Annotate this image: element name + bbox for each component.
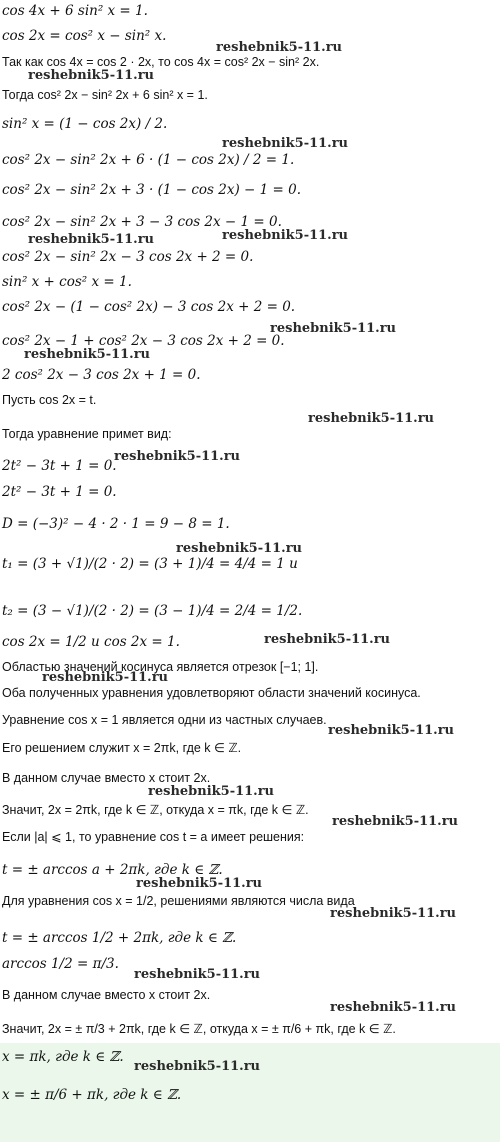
line-20: t₂ = (3 − √1)/(2 · 2) = (3 − 1)/4 = 2/4 = 1/2. xyxy=(2,603,303,619)
line-25: Его решением служит x = 2πk, где k ∈ ℤ. xyxy=(2,741,242,755)
line-34: Значит, 2x = ± π/3 + 2πk, где k ∈ ℤ, откуда x = ± π/6 + πk, где k ∈ ℤ. xyxy=(2,1022,396,1036)
watermark: reshebnik5-11.ru xyxy=(24,347,151,362)
answer-line-1: x = πk, где k ∈ ℤ. xyxy=(2,1049,124,1065)
line-32: arccos 1/2 = π/3. xyxy=(2,956,119,972)
line-6: cos² 2x − sin² 2x + 6 · (1 − cos 2x) / 2 = 1. xyxy=(2,152,295,168)
watermark: reshebnik5-11.ru xyxy=(216,40,343,55)
line-9: cos² 2x − sin² 2x − 3 cos 2x + 2 = 0. xyxy=(2,249,254,265)
line-18: D = (−3)² − 4 · 2 · 1 = 9 − 8 = 1. xyxy=(2,516,230,532)
line-11: cos² 2x − (1 − cos² 2x) − 3 cos 2x + 2 = 0. xyxy=(2,299,296,315)
line-1: cos 4x + 6 sin² x = 1. xyxy=(2,3,148,19)
watermark: reshebnik5-11.ru xyxy=(332,814,459,829)
line-33: В данном случае вместо x стоит 2x. xyxy=(2,988,211,1002)
line-23: Оба полученных уравнения удовлетворяют области значений косинуса. xyxy=(2,686,421,700)
line-4: Тогда cos² 2x − sin² 2x + 6 sin² x = 1. xyxy=(2,88,208,102)
watermark: reshebnik5-11.ru xyxy=(28,232,155,247)
line-17: 2t² − 3t + 1 = 0. xyxy=(2,484,117,500)
line-7: cos² 2x − sin² 2x + 3 · (1 − cos 2x) − 1 = 0. xyxy=(2,182,302,198)
watermark: reshebnik5-11.ru xyxy=(134,967,261,982)
watermark: reshebnik5-11.ru xyxy=(270,321,397,336)
line-15: Тогда уравнение примет вид: xyxy=(2,427,172,441)
line-14: Пусть cos 2x = t. xyxy=(2,393,97,407)
watermark: reshebnik5-11.ru xyxy=(222,136,349,151)
line-29: t = ± arccos a + 2πk, где k ∈ ℤ. xyxy=(2,862,223,878)
watermark: reshebnik5-11.ru xyxy=(308,411,435,426)
watermark: reshebnik5-11.ru xyxy=(222,228,349,243)
watermark: reshebnik5-11.ru xyxy=(134,1059,261,1074)
line-8: cos² 2x − sin² 2x + 3 − 3 cos 2x − 1 = 0. xyxy=(2,214,282,230)
line-2: cos 2x = cos² x − sin² x. xyxy=(2,28,167,44)
line-12: cos² 2x − 1 + cos² 2x − 3 cos 2x + 2 = 0. xyxy=(2,333,285,349)
line-31: t = ± arccos 1/2 + 2πk, где k ∈ ℤ. xyxy=(2,930,237,946)
watermark: reshebnik5-11.ru xyxy=(176,541,303,556)
line-16: 2t² − 3t + 1 = 0. xyxy=(2,458,117,474)
line-3: Так как cos 4x = cos 2 · 2x, то cos 4x = cos² 2x − sin² 2x. xyxy=(2,55,320,69)
watermark: reshebnik5-11.ru xyxy=(148,784,275,799)
answer-line-2: x = ± π/6 + πk, где k ∈ ℤ. xyxy=(2,1087,182,1103)
watermark: reshebnik5-11.ru xyxy=(28,68,155,83)
line-19: t₁ = (3 + √1)/(2 · 2) = (3 + 1)/4 = 4/4 = 1 и xyxy=(2,556,298,572)
line-21: cos 2x = 1/2 и cos 2x = 1. xyxy=(2,634,180,650)
line-22: Областью значений косинуса является отрезок [−1; 1]. xyxy=(2,660,319,674)
line-5: sin² x = (1 − cos 2x) / 2. xyxy=(2,116,168,132)
watermark: reshebnik5-11.ru xyxy=(114,449,241,464)
line-10: sin² x + cos² x = 1. xyxy=(2,274,132,290)
watermark: reshebnik5-11.ru xyxy=(42,670,169,685)
watermark: reshebnik5-11.ru xyxy=(330,1000,457,1015)
watermark: reshebnik5-11.ru xyxy=(330,906,457,921)
line-13: 2 cos² 2x − 3 cos 2x + 1 = 0. xyxy=(2,367,201,383)
line-30: Для уравнения cos x = 1/2, решениями являются числа вида xyxy=(2,894,355,908)
line-24: Уравнение cos x = 1 является одни из частных случаев. xyxy=(2,713,327,727)
watermark: reshebnik5-11.ru xyxy=(264,632,391,647)
watermark: reshebnik5-11.ru xyxy=(328,723,455,738)
line-27: Значит, 2x = 2πk, где k ∈ ℤ, откуда x = πk, где k ∈ ℤ. xyxy=(2,803,309,817)
watermark: reshebnik5-11.ru xyxy=(136,876,263,891)
line-26: В данном случае вместо x стоит 2x. xyxy=(2,771,211,785)
line-28: Если |a| ⩽ 1, то уравнение cos t = a имеет решения: xyxy=(2,830,305,844)
